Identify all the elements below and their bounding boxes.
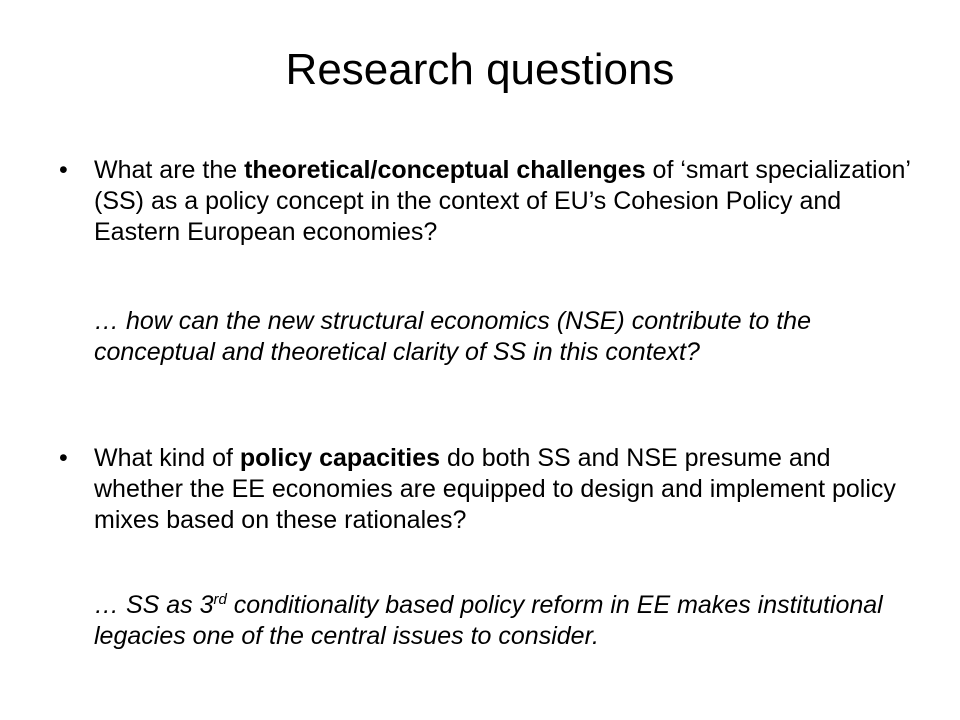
sub-question-2-before: … SS as 3 [94, 591, 214, 619]
bullet-dot-1: • [59, 156, 68, 184]
bullet-2-text-after: do both SS and NSE presume and whether the EE economies are equipped to design and implement policy mixes based on these rationales? [94, 444, 896, 534]
sub-question-2-superscript: rd [213, 591, 227, 608]
sub-question-2-after: conditionality based policy reform in EE makes institutional legacies one of the central issues to consider. [94, 591, 883, 650]
slide-title: Research questions [285, 45, 675, 94]
sub-question-1: … how can the new structural economics (NSE) contribute to the conceptual and theoretical clarity of SS in this context? [94, 307, 811, 366]
bullet-dot-2: • [59, 444, 68, 472]
bullet-1-text-after: of ‘smart specialization’ (SS) as a policy concept in the context of EU’s Cohesion Policy and Eastern European economies? [94, 156, 911, 246]
sub-question-2 [94, 590, 914, 652]
bullet-1-text-before: What are the [94, 156, 245, 184]
bullet-1 [59, 155, 914, 248]
bullet-2 [59, 443, 914, 536]
bullet-2-bold: policy capacities [239, 444, 441, 472]
bullet-1-bold: theoretical/conceptual challenges [244, 156, 646, 184]
bullet-2-text-before: What kind of [94, 444, 240, 472]
